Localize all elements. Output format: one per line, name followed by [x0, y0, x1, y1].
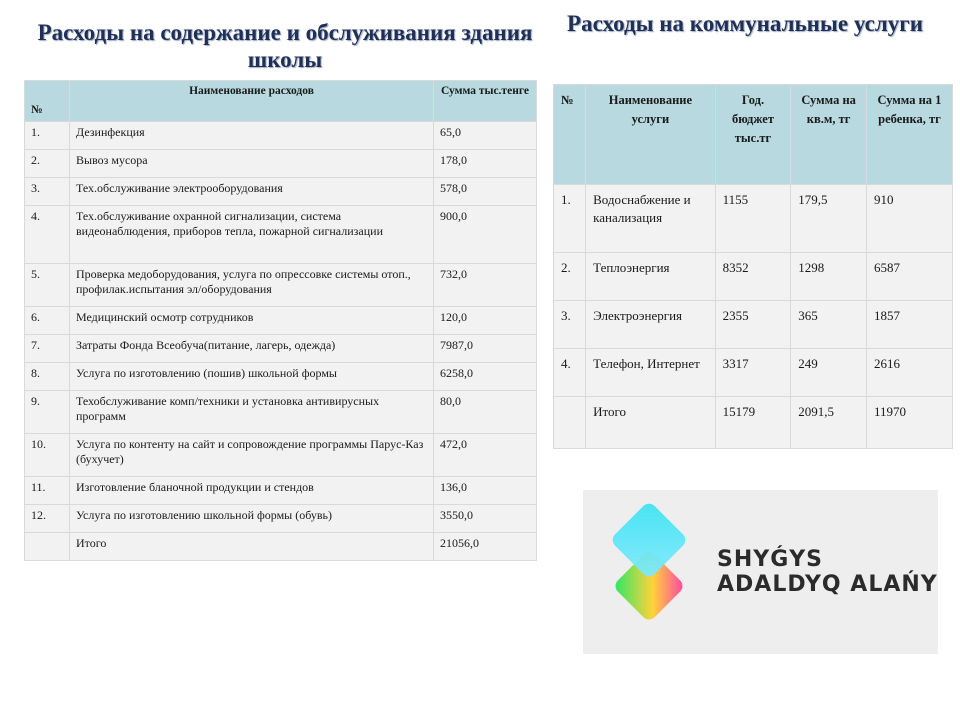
row-name: Медицинский осмотр сотрудников: [70, 307, 434, 335]
table-row: [25, 307, 537, 335]
row-budget: 1155: [715, 185, 791, 253]
row-num: 3.: [554, 301, 586, 349]
header-per-sqm: Сумма на кв.м, тг: [791, 85, 867, 185]
logo-text-line2: ADALDYQ ALAŃY: [717, 572, 938, 597]
header-annual-budget: Год. бюджет тыс.тг: [715, 85, 791, 185]
total-label: Итого: [70, 533, 434, 561]
row-name: Услуга по контенту на сайт и сопровождение программы Парус-Каз (бухучет): [70, 434, 434, 477]
table-row: [25, 122, 537, 150]
row-budget: 2355: [715, 301, 791, 349]
row-num: 10.: [25, 434, 70, 477]
total-per-sqm: 2091,5: [791, 397, 867, 449]
row-per-sqm: 365: [791, 301, 867, 349]
header-num: №: [25, 81, 70, 122]
total-label: Итого: [586, 397, 716, 449]
table-row: [25, 335, 537, 363]
row-name: Дезинфекция: [70, 122, 434, 150]
utilities-expenses-table: [553, 84, 953, 449]
row-per-sqm: 179,5: [791, 185, 867, 253]
table-row: [25, 505, 537, 533]
row-per-sqm: 1298: [791, 253, 867, 301]
table-total-row: [554, 397, 953, 449]
table-row: [554, 349, 953, 397]
row-name: Вывоз мусора: [70, 150, 434, 178]
row-amount: 7987,0: [434, 335, 537, 363]
row-amount: 732,0: [434, 264, 537, 307]
row-amount: 65,0: [434, 122, 537, 150]
row-amount: 472,0: [434, 434, 537, 477]
right-table-title: Расходы на коммунальные услуги: [567, 11, 923, 36]
row-service-name: Теплоэнергия: [586, 253, 716, 301]
row-num: 4.: [554, 349, 586, 397]
table-row: [554, 301, 953, 349]
row-per-child: 6587: [866, 253, 952, 301]
table-row: [25, 477, 537, 505]
row-num: 1.: [25, 122, 70, 150]
row-amount: 578,0: [434, 178, 537, 206]
logo-text-line1: SHYǴYS: [717, 547, 824, 572]
row-num: 6.: [25, 307, 70, 335]
row-amount: 120,0: [434, 307, 537, 335]
table-row: [25, 178, 537, 206]
row-name: Услуга по изготовлению (пошив) школьной формы: [70, 363, 434, 391]
row-num: 8.: [25, 363, 70, 391]
table-row: [554, 185, 953, 253]
row-name: Изготовление бланочной продукции и стендов: [70, 477, 434, 505]
table-row: [25, 391, 537, 434]
table-total-row: [25, 533, 537, 561]
row-num: 5.: [25, 264, 70, 307]
row-per-child: 1857: [866, 301, 952, 349]
left-table-title: Расходы на содержание и обслуживания здания школы: [37, 20, 533, 72]
row-service-name: Электроэнергия: [586, 301, 716, 349]
row-num: 7.: [25, 335, 70, 363]
total-amount: 21056,0: [434, 533, 537, 561]
table-row: [25, 150, 537, 178]
row-amount: 3550,0: [434, 505, 537, 533]
row-amount: 178,0: [434, 150, 537, 178]
row-num: 3.: [25, 178, 70, 206]
row-amount: 136,0: [434, 477, 537, 505]
row-per-child: 910: [866, 185, 952, 253]
header-per-child: Сумма на 1 ребенка, тг: [866, 85, 952, 185]
header-name: Наименование расходов: [70, 81, 434, 122]
row-num: 2.: [554, 253, 586, 301]
row-per-child: 2616: [866, 349, 952, 397]
table-row: [25, 264, 537, 307]
total-num: [25, 533, 70, 561]
row-num: 4.: [25, 206, 70, 264]
row-service-name: Водоснабжение и канализация: [586, 185, 716, 253]
row-per-sqm: 249: [791, 349, 867, 397]
row-amount: 80,0: [434, 391, 537, 434]
building-expenses-table: [24, 80, 537, 561]
table-header-row: [554, 85, 953, 185]
row-name: Затраты Фонда Всеобуча(питание, лагерь, одежда): [70, 335, 434, 363]
row-name: Услуга по изготовлению школьной формы (обувь): [70, 505, 434, 533]
table-row: [25, 434, 537, 477]
row-service-name: Телефон, Интернет: [586, 349, 716, 397]
header-amount: Сумма тыс.тенге: [434, 81, 537, 122]
total-budget: 15179: [715, 397, 791, 449]
row-num: 2.: [25, 150, 70, 178]
row-num: 12.: [25, 505, 70, 533]
table-row: [554, 253, 953, 301]
header-service-name: Наименование услуги: [586, 85, 716, 185]
row-budget: 3317: [715, 349, 791, 397]
row-name: Техобслуживание комп/техники и установка антивирусных программ: [70, 391, 434, 434]
table-row: [25, 206, 537, 264]
total-num: [554, 397, 586, 449]
total-per-child: 11970: [866, 397, 952, 449]
row-amount: 6258,0: [434, 363, 537, 391]
row-name: Тех.обслуживание электрооборудования: [70, 178, 434, 206]
table-row: [25, 363, 537, 391]
logo-text: [717, 547, 938, 597]
table-header-row: [25, 81, 537, 122]
row-num: 9.: [25, 391, 70, 434]
row-num: 1.: [554, 185, 586, 253]
header-num: №: [554, 85, 586, 185]
row-budget: 8352: [715, 253, 791, 301]
row-name: Тех.обслуживание охранной сигнализации, система видеонаблюдения, приборов тепла, пожарной сигнализации: [70, 206, 434, 264]
organization-logo: [583, 490, 938, 654]
overlapping-diamonds-icon: [593, 500, 713, 640]
row-num: 11.: [25, 477, 70, 505]
row-name: Проверка медоборудования, услуга по опрессовке системы отоп., профилак.испытания эл/оборудования: [70, 264, 434, 307]
row-amount: 900,0: [434, 206, 537, 264]
